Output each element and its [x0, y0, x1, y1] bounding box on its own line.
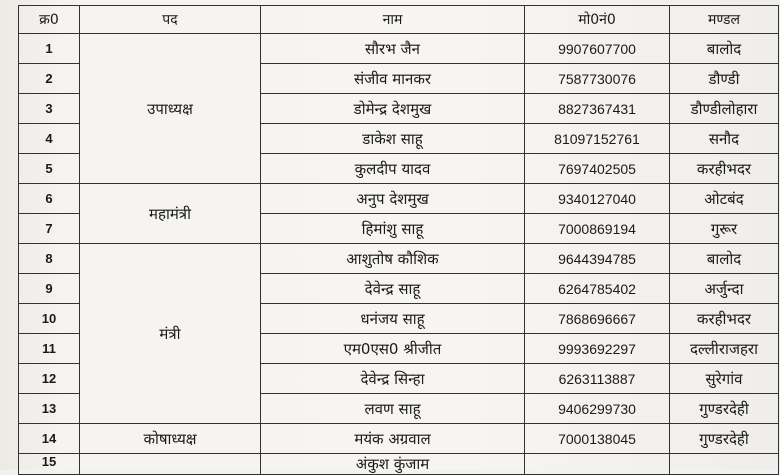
office-bearers-table	[18, 5, 779, 475]
post-cell: उपाध्यक्ष	[80, 34, 261, 184]
mandal-cell: सुरेगांव	[670, 364, 779, 394]
name-cell: मयंक अग्रवाल	[261, 424, 525, 454]
header-row	[19, 6, 779, 34]
serial-cell: 2	[19, 64, 80, 94]
mandal-cell: बालोद	[670, 34, 779, 64]
table-body	[19, 34, 779, 475]
name-cell: संजीव मानकर	[261, 64, 525, 94]
table-row	[19, 244, 779, 274]
mandal-cell: ओटबंद	[670, 184, 779, 214]
mobile-cell: 9993692297	[525, 334, 670, 364]
header-name: नाम	[261, 6, 525, 34]
header-serial: क्र0	[19, 6, 80, 34]
header-mandal: मण्डल	[670, 6, 779, 34]
name-cell: डाकेश साहू	[261, 124, 525, 154]
serial-cell: 13	[19, 394, 80, 424]
table-row	[19, 424, 779, 454]
serial-cell: 12	[19, 364, 80, 394]
post-cell: मंत्री	[80, 244, 261, 424]
table-row-partial	[19, 454, 779, 475]
name-cell: देवेन्द्र सिन्हा	[261, 364, 525, 394]
header-mobile: मो0नं0	[525, 6, 670, 34]
mandal-cell: डौण्डीलोहारा	[670, 94, 779, 124]
serial-cell: 4	[19, 124, 80, 154]
name-cell: डोमेन्द्र देशमुख	[261, 94, 525, 124]
mandal-cell: गुण्डरदेही	[670, 394, 779, 424]
serial-cell: 14	[19, 424, 80, 454]
mobile-cell: 9406299730	[525, 394, 670, 424]
name-cell: धनंजय साहू	[261, 304, 525, 334]
mandal-cell: गुरूर	[670, 214, 779, 244]
serial-cell: 10	[19, 304, 80, 334]
mobile-cell	[525, 454, 670, 475]
mandal-cell: करहीभदर	[670, 154, 779, 184]
serial-cell: 11	[19, 334, 80, 364]
mobile-cell: 6264785402	[525, 274, 670, 304]
post-cell: कोषाध्यक्ष	[80, 424, 261, 454]
serial-cell: 8	[19, 244, 80, 274]
mobile-cell: 9340127040	[525, 184, 670, 214]
serial-cell: 15	[19, 454, 80, 475]
header-post: पद	[80, 6, 261, 34]
name-cell: लवण साहू	[261, 394, 525, 424]
mandal-cell: बालोद	[670, 244, 779, 274]
serial-cell: 5	[19, 154, 80, 184]
mobile-cell: 7587730076	[525, 64, 670, 94]
name-cell: आशुतोष कौशिक	[261, 244, 525, 274]
mandal-cell	[670, 454, 779, 475]
name-cell: अनुप देशमुख	[261, 184, 525, 214]
mobile-cell: 81097152761	[525, 124, 670, 154]
mandal-cell: दल्लीराजहरा	[670, 334, 779, 364]
name-cell: देवेन्द्र साहू	[261, 274, 525, 304]
mandal-cell: अर्जुन्दा	[670, 274, 779, 304]
mobile-cell: 9644394785	[525, 244, 670, 274]
mobile-cell: 7000138045	[525, 424, 670, 454]
name-cell: कुलदीप यादव	[261, 154, 525, 184]
serial-cell: 9	[19, 274, 80, 304]
serial-cell: 1	[19, 34, 80, 64]
name-cell: अंकुश कुंजाम	[261, 454, 525, 475]
name-cell: सौरभ जैन	[261, 34, 525, 64]
mobile-cell: 7000869194	[525, 214, 670, 244]
post-cell	[80, 454, 261, 475]
mobile-cell: 8827367431	[525, 94, 670, 124]
mandal-cell: गुण्डरदेही	[670, 424, 779, 454]
mobile-cell: 6263113887	[525, 364, 670, 394]
name-cell: हिमांशु साहू	[261, 214, 525, 244]
mandal-cell: डौण्डी	[670, 64, 779, 94]
mobile-cell: 7868696667	[525, 304, 670, 334]
table-row	[19, 184, 779, 214]
mobile-cell: 9907607700	[525, 34, 670, 64]
table-row	[19, 34, 779, 64]
serial-cell: 7	[19, 214, 80, 244]
name-cell: एम0एस0 श्रीजीत	[261, 334, 525, 364]
mobile-cell: 7697402505	[525, 154, 670, 184]
mandal-cell: सनौद	[670, 124, 779, 154]
serial-cell: 6	[19, 184, 80, 214]
serial-cell: 3	[19, 94, 80, 124]
mandal-cell: करहीभदर	[670, 304, 779, 334]
post-cell: महामंत्री	[80, 184, 261, 244]
